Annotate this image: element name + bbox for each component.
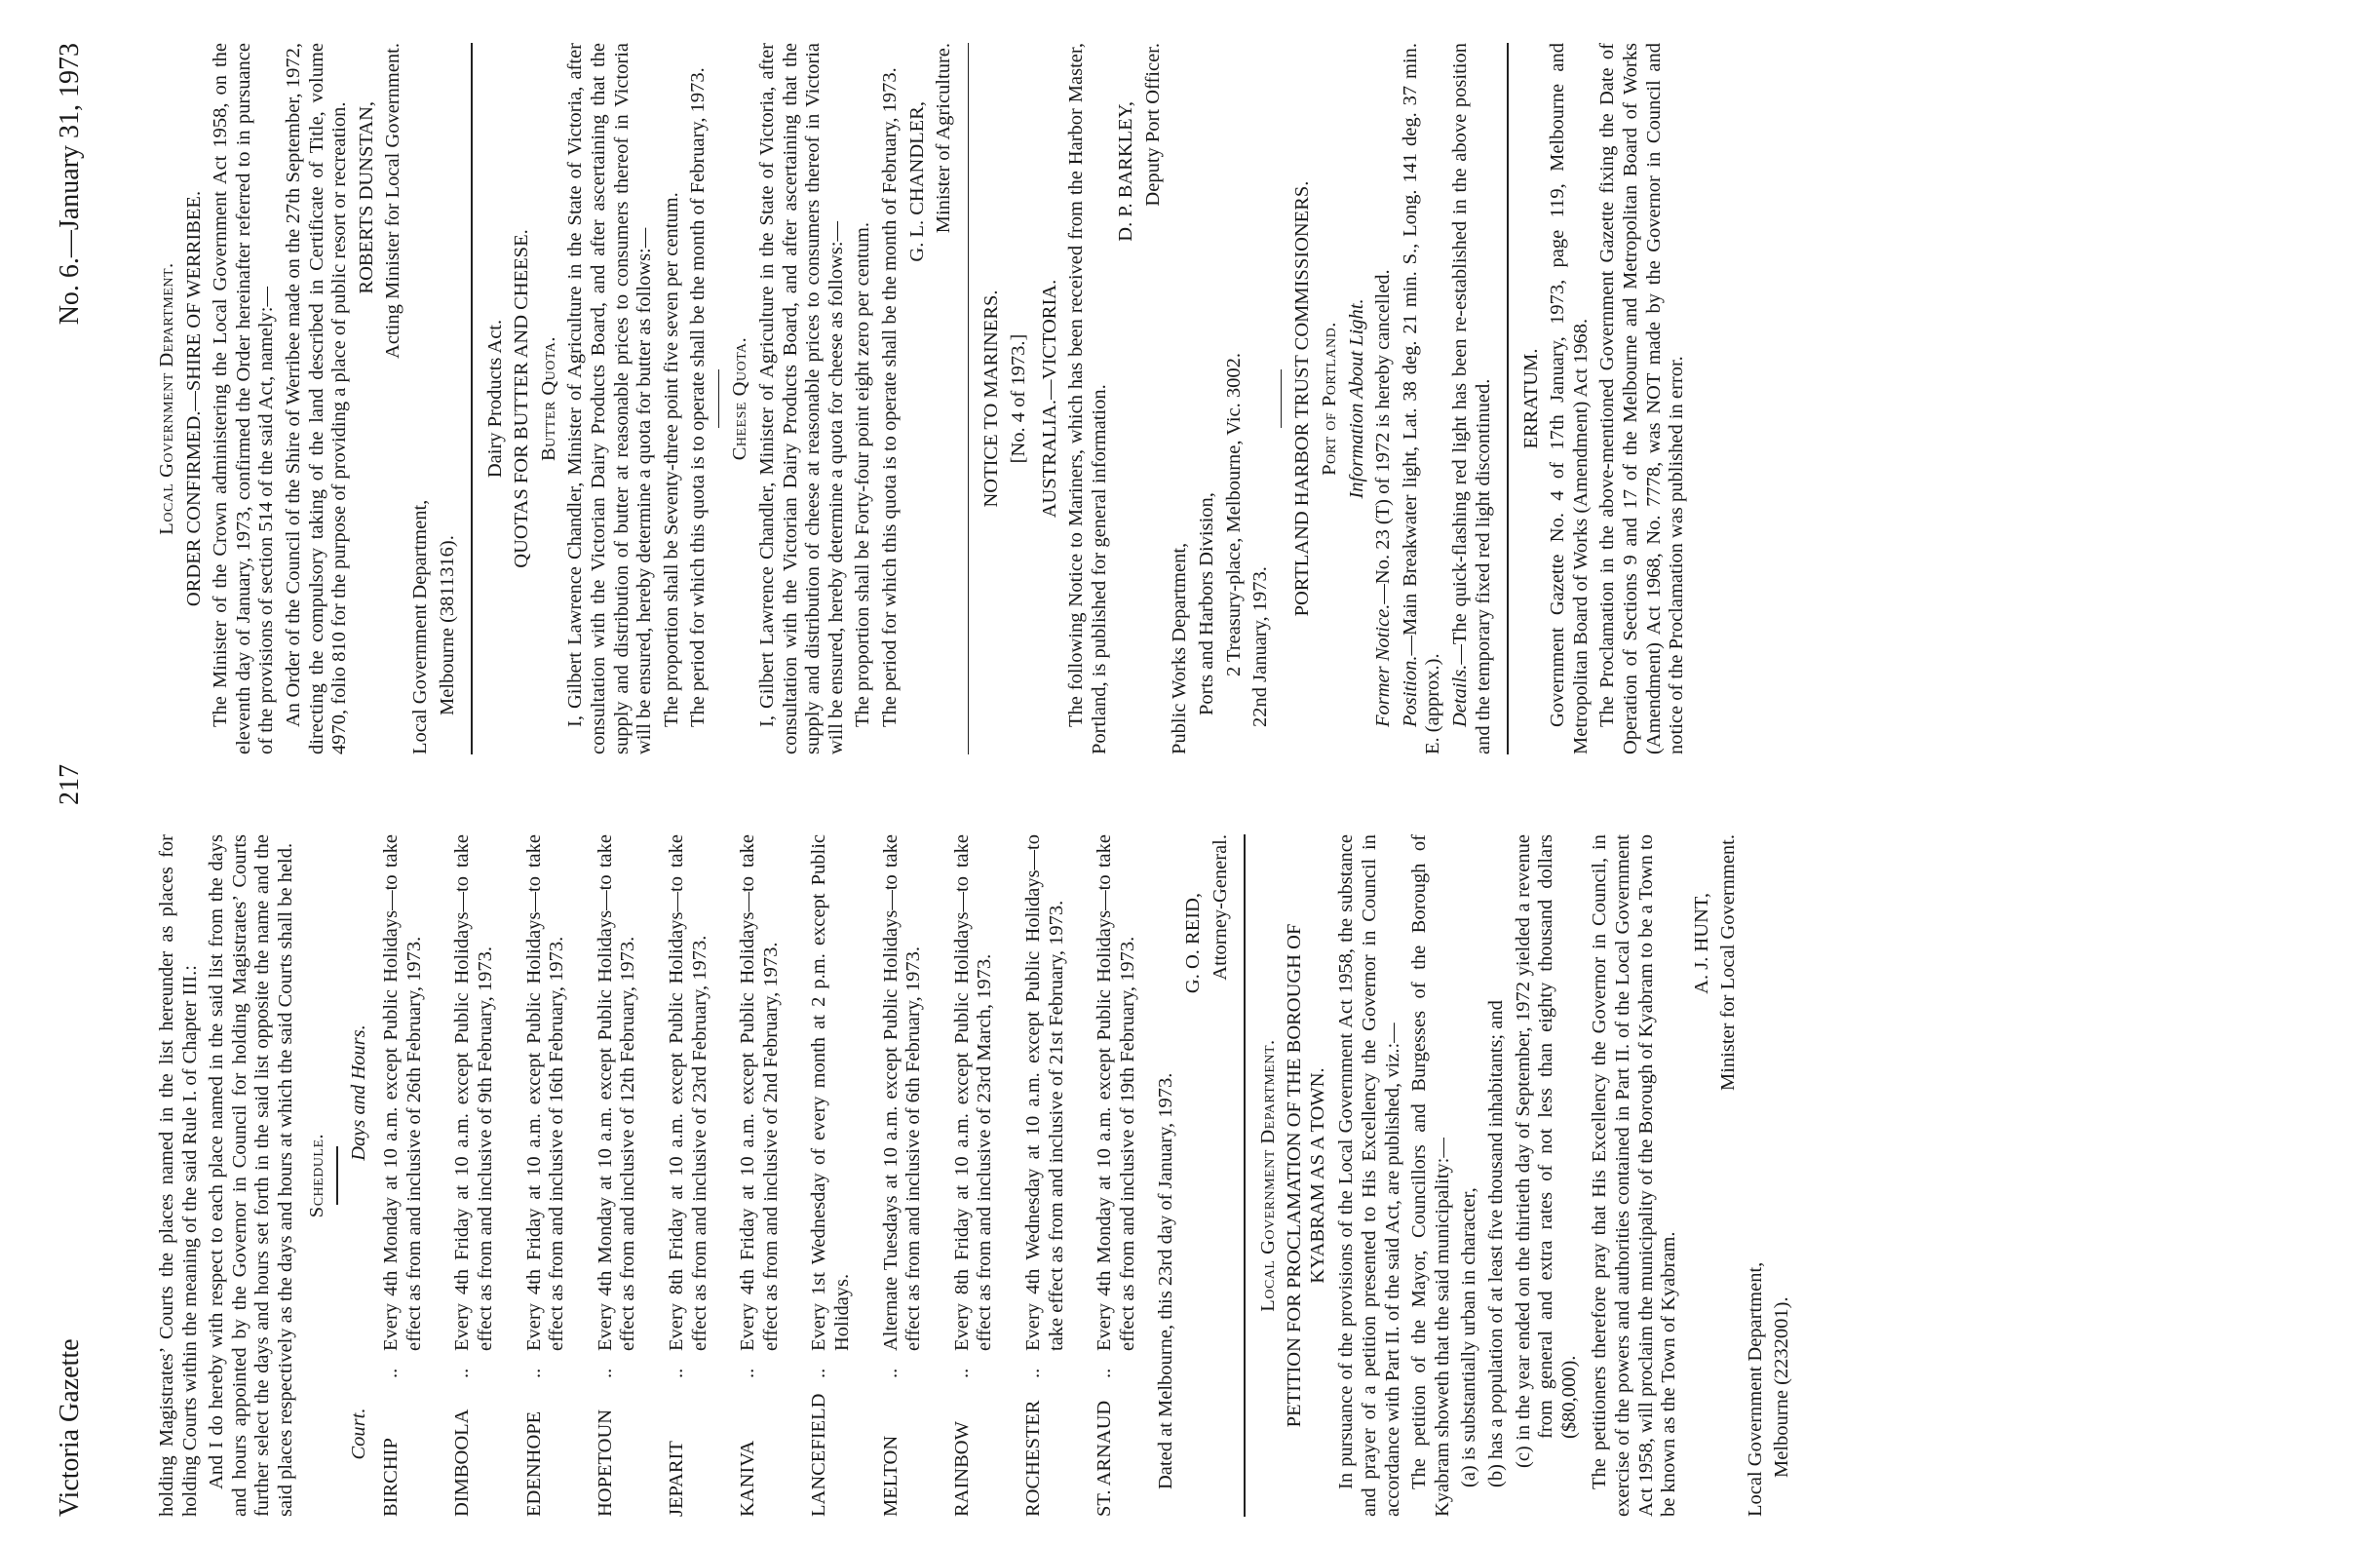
divider xyxy=(471,43,473,754)
signatory-name: D. P. BARKLEY, xyxy=(1115,101,1137,242)
court-days: Every 8th Friday at 10 a.m. except Public Holidays—to take effect as from and inclusive of 23rd March, 1973. xyxy=(950,834,996,1351)
erratum-para-1: Government Gazette No. 4 of 17th January, 1973, page 119, Melbourne and Metropolitan Board of Works (Amendment) Act 1968. xyxy=(1547,43,1592,754)
portland-port: Port of Portland. xyxy=(1318,322,1340,476)
address-line: Local Government Department, xyxy=(1744,1261,1766,1517)
signatory-name: G. O. REID, xyxy=(1181,893,1204,994)
signatory-title: Minister of Agriculture. xyxy=(933,43,955,234)
leader-dots: .. xyxy=(950,1368,973,1378)
inline-label: Former Notice. xyxy=(1372,603,1395,727)
leader-dots: .. xyxy=(594,1368,616,1378)
portland-details xyxy=(1449,43,1495,754)
dairy-act: Dairy Products Act. xyxy=(483,319,506,479)
signatory-name: A. J. HUNT, xyxy=(1690,893,1712,994)
schedule-row xyxy=(595,834,640,1517)
leader-dots: .. xyxy=(522,1368,545,1378)
mariners-date: 22nd January, 1973. xyxy=(1249,566,1272,727)
dairy-title: QUOTAS FOR BUTTER AND CHEESE. xyxy=(511,229,533,568)
department-heading: Local Government Department. xyxy=(1256,1039,1279,1312)
court-name: ST. ARNAUD xyxy=(1094,1400,1116,1517)
leader-dots: .. xyxy=(380,1368,403,1378)
petition-para-3: The petitioners therefore pray that His Excellency the Governor in Council, in exercise of the powers and authorities contained in Part II. of the Local Government Act 1958, will proclaim the municipality of the Borough of Kyabram to be a Town to be known as the Town of Kyabram. xyxy=(1589,834,1680,1517)
portland-title: PORTLAND HARBOR TRUST COMMISSIONERS. xyxy=(1291,180,1314,617)
portland-position xyxy=(1400,43,1445,754)
petition-item-b: (b) has a population of at least five thousand inhabitants; and xyxy=(1484,1000,1507,1487)
leader-dots: .. xyxy=(879,1368,902,1378)
divider xyxy=(1507,43,1509,754)
schedule-rows xyxy=(380,834,1139,1517)
schedule-row xyxy=(1094,834,1139,1517)
page-number: 217 xyxy=(55,764,85,805)
gazette-title: Victoria Gazette xyxy=(55,1338,85,1517)
petition-title xyxy=(1284,834,1329,1517)
court-name: RAINBOW xyxy=(950,1421,973,1517)
signatory-title: Minister for Local Government. xyxy=(1717,834,1740,1092)
petition-item-c: (c) in the year ended on the thirtieth day of September, 1972 yielded a revenue from general and extra rates of not less than eighty thousand dollars ($80,000). xyxy=(1512,834,1580,1468)
court-days: Every 4th Friday at 10 a.m. except Public Holidays—to take effect as from and inclusive of 16th February, 1973. xyxy=(522,834,568,1351)
court-days: Every 4th Friday at 10 a.m. except Public Holidays—to take effect as from and inclusive of 9th February, 1973. xyxy=(451,834,497,1351)
court-name: EDENHOPE xyxy=(522,1410,545,1517)
butter-para: I, Gilbert Lawrence Chandler, Minister of Agriculture in the State of Victoria, after consultation with the Victorian Dairy Products Board, and after ascertaining that the supply and distribution of butter at reasonable prices to consumers thereof in Victoria will be ensured, hereby determine a quota for butter as follows:— xyxy=(564,43,656,754)
left-column xyxy=(156,834,1798,1517)
inline-text: —The quick-flashing red light has been re-established in the above position and the temporary fixed red light discontinued. xyxy=(1448,43,1494,754)
court-name: KANIVA xyxy=(737,1440,759,1517)
leader-dots: .. xyxy=(666,1368,687,1378)
address-line: Melbourne (3811316). xyxy=(436,535,458,715)
schedule-row xyxy=(666,834,711,1517)
court-days: Every 4th Wednesday at 10 a.m. except Public Holidays—to take effect as from and inclusive of 21st February, 1973. xyxy=(1021,834,1067,1351)
court-name: DIMBOOLA xyxy=(451,1409,474,1517)
mariners-title: NOTICE TO MARINERS. xyxy=(980,290,1003,508)
address-line: Ports and Harbors Division, xyxy=(1196,492,1218,715)
leader-dots: .. xyxy=(451,1368,474,1378)
court-name: BIRCHIP xyxy=(380,1438,403,1517)
issue-date: No. 6.—January 31, 1973 xyxy=(55,43,85,326)
schedule-row xyxy=(808,834,854,1517)
divider xyxy=(718,369,720,428)
courts-intro-2: And I do hereby with respect to each place named in the said list from the days and hours appointed by the Governor in Council for holding Magistrates’ Courts further select the days and hours set forth in the said list opposite the name and the said places respectively as the days and hours at which the said Courts shall be held. xyxy=(206,834,296,1517)
divider xyxy=(1281,369,1283,428)
inline-label: Details. xyxy=(1448,664,1471,727)
mariners-para: The following Notice to Mariners, which has been received from the Harbor Master, Portland, is published for general information. xyxy=(1065,43,1110,754)
signatory-name: G. L. CHANDLER, xyxy=(905,101,928,262)
dated-line: Dated at Melbourne, this 23rd day of January, 1973. xyxy=(1155,1072,1177,1489)
schedule-heading: Schedule. xyxy=(305,1133,327,1218)
portland-info-heading: Information About Light. xyxy=(1345,298,1367,499)
petition-title-line: KYABRAM AS A TOWN. xyxy=(1306,1067,1328,1284)
schedule-row xyxy=(1022,834,1068,1517)
schedule-row xyxy=(380,834,426,1517)
schedule-row xyxy=(451,834,497,1517)
court-days: Every 4th Monday at 10 a.m. except Public Holidays—to take effect as from and inclusive of 26th February, 1973. xyxy=(380,834,425,1351)
schedule-row xyxy=(737,834,783,1517)
schedule-header xyxy=(348,834,371,1517)
col-court-header: Court. xyxy=(347,1408,369,1460)
signatory-title: Deputy Port Officer. xyxy=(1141,43,1164,207)
court-days: Every 4th Monday at 10 a.m. except Public Holidays—to take effect as from and inclusive of 12th February, 1973. xyxy=(594,834,639,1351)
address-line: Public Works Department, xyxy=(1169,542,1191,754)
cheese-para: I, Gilbert Lawrence Chandler, Minister of Agriculture in the State of Victoria, after consultation with the Victorian Dairy Products Board, and after ascertaining that the supply and distribution of cheese at reasonable prices to consumers thereof in Victoria will be ensured, hereby determine a quota for cheese as follows:— xyxy=(756,43,847,754)
court-name: MELTON xyxy=(879,1435,902,1517)
inline-label: Position. xyxy=(1399,655,1421,727)
erratum-para-2: The Proclamation in the above-mentioned Government Gazette fixing the Date of Operation of Sections 9 and 17 of the Melbourne and Metropolitan Board of Works (Amendment) Act 1968, No. 7778, was NOT made by the Governor in Council and notice of the Proclamation was published in error. xyxy=(1596,43,1688,754)
court-days: Every 4th Monday at 10 a.m. except Public Holidays—to take effect as from and inclusive of 19th February, 1973. xyxy=(1094,834,1138,1351)
signatory-title: Attorney-General. xyxy=(1209,834,1231,981)
court-days: Alternate Tuesdays at 10 a.m. except Public Holidays—to take effect as from and inclusive of 6th February, 1973. xyxy=(879,834,925,1351)
court-name: LANCEFIELD xyxy=(808,1393,830,1517)
divider xyxy=(968,43,970,754)
schedule-row xyxy=(523,834,569,1517)
address-line: Local Government Department, xyxy=(408,499,431,754)
court-days: Every 4th Friday at 10 a.m. except Public Holidays—to take effect as from and inclusive of 2nd February, 1973. xyxy=(737,834,782,1351)
mariners-region: AUSTRALIA.—VICTORIA. xyxy=(1038,279,1060,519)
courts-intro-1: holding Magistrates’ Courts the places named in the list hereunder as places for holding Courts within the meaning of the said Rule I. of Chapter III.: xyxy=(156,834,201,1517)
leader-dots: .. xyxy=(808,1368,830,1378)
portland-former-notice xyxy=(1372,43,1396,754)
schedule-row xyxy=(880,834,926,1517)
court-days: Every 8th Friday at 10 a.m. except Public Holidays—to take effect as from and inclusive of 23rd February, 1973. xyxy=(666,834,710,1351)
petition-para-1: In pursuance of the provisions of the Local Government Act 1958, the substance and prayer of a petition presented to His Excellency the Governor in Council in accordance with Part II. of the said Act, are published, viz.:— xyxy=(1335,834,1403,1517)
right-column xyxy=(156,43,1693,754)
col-days-header: Days and Hours. xyxy=(347,1024,369,1161)
masthead xyxy=(55,43,97,1517)
divider xyxy=(1244,834,1246,1517)
signatory-title: Acting Minister for Local Government. xyxy=(382,43,404,359)
court-name: HOPETOUN xyxy=(594,1409,616,1517)
inline-text: —No. 23 (T) of 1972 is hereby cancelled. xyxy=(1372,269,1395,604)
department-heading: Local Government Department. xyxy=(156,262,177,535)
court-days: Every 1st Wednesday of every month at 2 p.m. except Public Holidays. xyxy=(808,834,853,1351)
werribee-para-1: The Minister of the Crown administering the Local Government Act 1958, on the eleventh day of January, 1973, confirmed the Order hereinafter referred to in pursuance of the provisions of section 514 of the said Act, namely:— xyxy=(210,43,278,754)
cheese-proportion: The proportion shall be Forty-four point eight zero per centum. xyxy=(852,221,874,727)
cheese-period: The period for which this quota is to operate shall be the month of February, 1973. xyxy=(879,67,902,727)
signatory-name: ROBERTS DUNSTAN, xyxy=(355,101,377,294)
butter-proportion: The proportion shall be Seventy-three point five seven per centum. xyxy=(660,192,682,727)
petition-item-a: (a) is substantially urban in character, xyxy=(1458,1187,1480,1487)
leader-dots: .. xyxy=(1094,1368,1116,1378)
werribee-title: ORDER CONFIRMED.—SHIRE OF WERRIBEE. xyxy=(182,190,205,607)
schedule-row xyxy=(951,834,997,1517)
butter-period: The period for which this quota is to operate shall be the month of February, 1973. xyxy=(687,67,710,727)
leader-dots: .. xyxy=(1021,1368,1044,1378)
butter-heading: Butter Quota. xyxy=(537,335,559,462)
erratum-title: ERRATUM. xyxy=(1519,348,1542,449)
werribee-para-2: An Order of the Council of the Shire of Werribee made on the 27th September, 1972, directing the compulsory taking of the land described in Certificate of Title, volume 4970, folio 810 for the purpose of providing a place of public resort or recreation. xyxy=(282,43,351,754)
court-name: JEPARIT xyxy=(666,1441,687,1517)
cheese-heading: Cheese Quota. xyxy=(729,336,751,461)
petition-title-line: PETITION FOR PROCLAMATION OF THE BOROUGH OF xyxy=(1284,923,1306,1428)
address-line: Melbourne (2232001). xyxy=(1771,1296,1793,1478)
petition-para-2: The petition of the Mayor, Councillors and Burgesses of the Borough of Kyabram showeth that the said municipality:— xyxy=(1408,834,1453,1517)
mariners-number: [No. 4 of 1973.] xyxy=(1007,333,1029,464)
address-line: 2 Treasury-place, Melbourne, Vic. 3002. xyxy=(1222,352,1245,676)
leader-dots: .. xyxy=(737,1368,759,1378)
inline-text: —Main Breakwater light, Lat. 38 deg. 21 min. S., Long. 141 deg. 37 min. E. (approx.). xyxy=(1399,43,1444,754)
court-name: ROCHESTER xyxy=(1021,1400,1044,1517)
divider xyxy=(336,1146,338,1205)
